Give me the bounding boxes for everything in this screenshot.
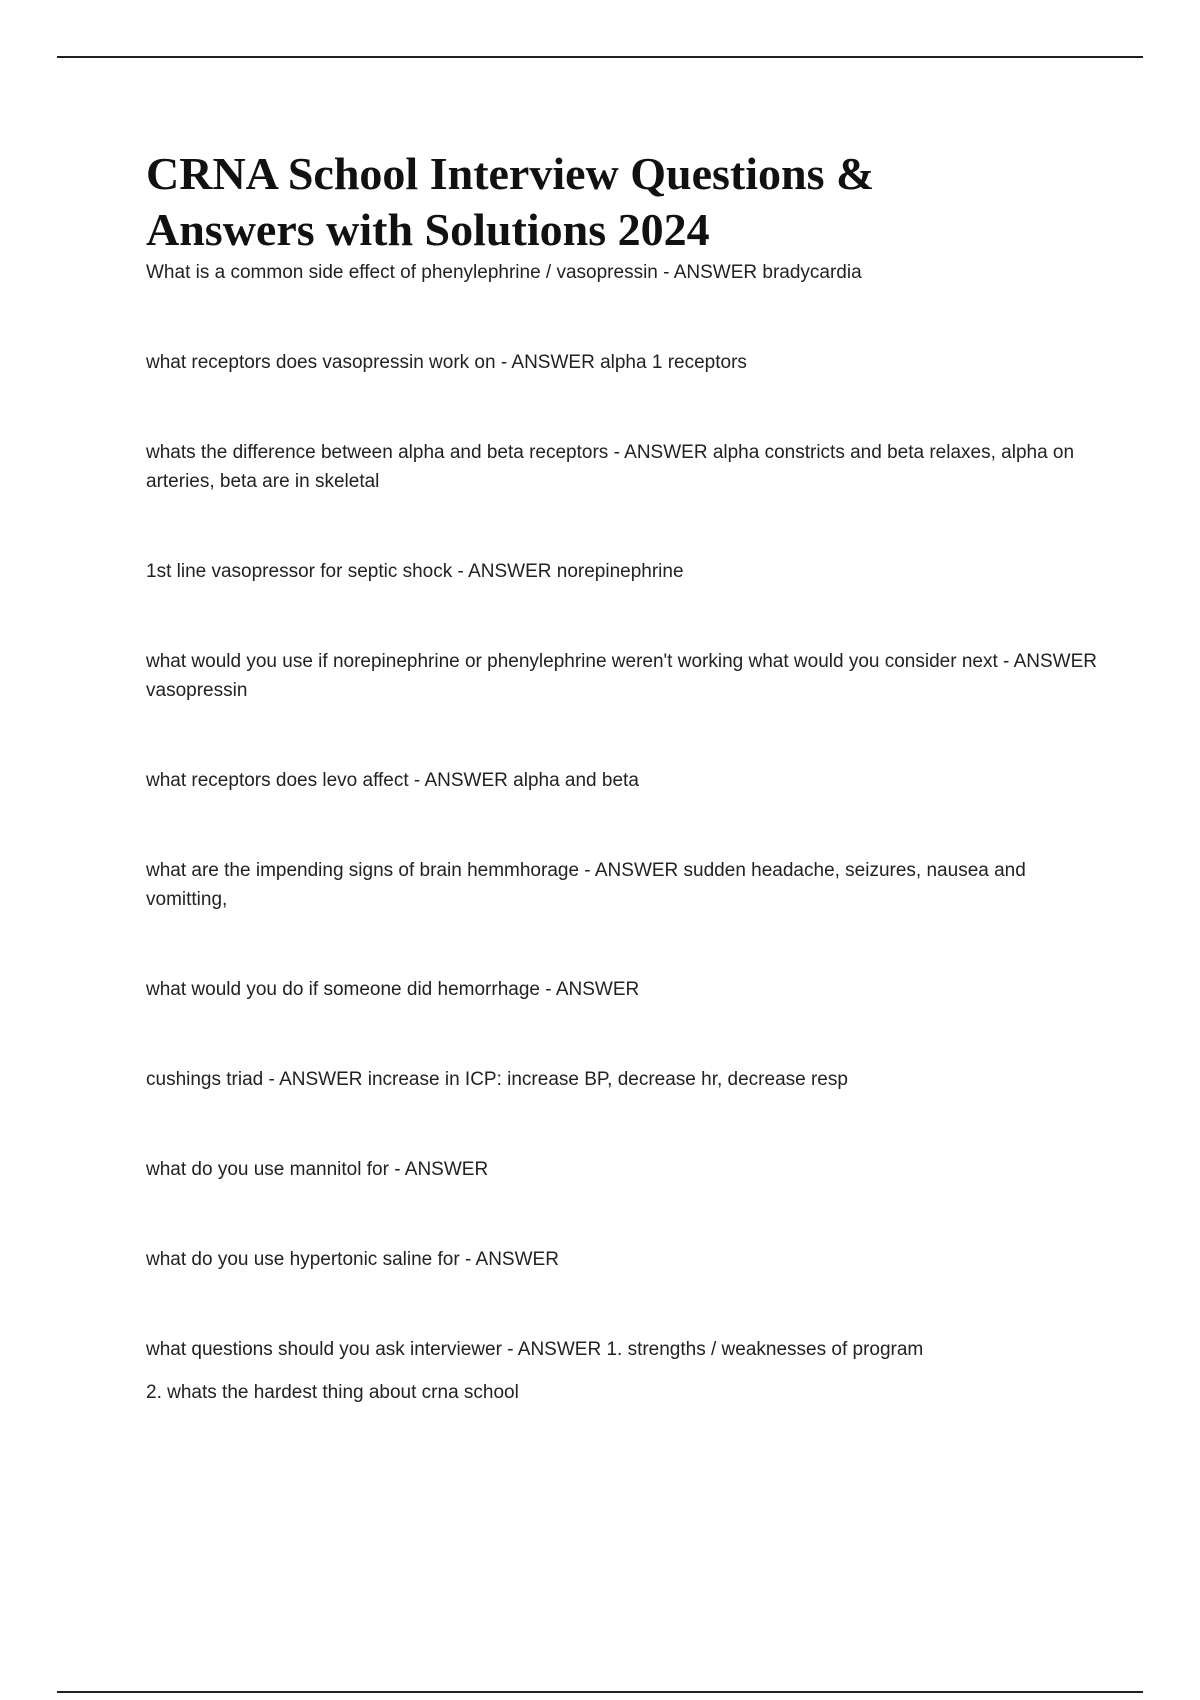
- qa-item: [146, 647, 1106, 705]
- qa-item: [146, 975, 1106, 1004]
- answer-text: ANSWER alpha constricts and beta relaxes, alpha on arteries, beta are in skeletal: [146, 442, 1075, 492]
- answer-text: ANSWER: [555, 979, 640, 1000]
- answer-text: ANSWER norepinephrine: [468, 561, 684, 582]
- question-text: what do you use mannitol for -: [146, 1159, 405, 1180]
- title-line-2: Answers with Solutions 2024: [146, 204, 710, 255]
- question-text: what are the impending signs of brain hemmhorage -: [146, 860, 595, 881]
- qa-item: [146, 1335, 1106, 1364]
- qa-list: [146, 258, 1106, 1407]
- qa-item: [146, 1245, 1106, 1274]
- answer-text: ANSWER increase in ICP: increase BP, decrease hr, decrease resp: [279, 1069, 848, 1090]
- continuation-line: 2. whats the hardest thing about crna school: [146, 1382, 519, 1403]
- bottom-rule: [57, 1691, 1143, 1693]
- document-title: [146, 146, 1106, 258]
- top-rule: [57, 56, 1143, 58]
- answer-text: ANSWER sudden headache, seizures, nausea and vomitting,: [146, 860, 1026, 910]
- answer-text: ANSWER: [404, 1159, 489, 1180]
- title-line-1: CRNA School Interview Questions &: [146, 148, 875, 199]
- document-page: [146, 146, 1106, 1407]
- question-text: what do you use hypertonic saline for -: [146, 1249, 476, 1270]
- question-text: What is a common side effect of phenylephrine / vasopressin -: [146, 262, 674, 283]
- qa-item: [146, 856, 1106, 914]
- question-text: what questions should you ask interviewer -: [146, 1339, 518, 1360]
- answer-text: ANSWER bradycardia: [673, 262, 862, 283]
- question-text: whats the difference between alpha and beta receptors -: [146, 442, 624, 463]
- question-text: cushings triad -: [146, 1069, 279, 1090]
- answer-text: ANSWER 1. strengths / weaknesses of program: [517, 1339, 924, 1360]
- question-text: what receptors does vasopressin work on -: [146, 352, 511, 373]
- qa-item: [146, 438, 1106, 496]
- answer-text: ANSWER: [475, 1249, 559, 1270]
- answer-text: ANSWER alpha 1 receptors: [511, 352, 747, 373]
- qa-item: [146, 557, 1106, 586]
- qa-item: [146, 1065, 1106, 1094]
- answer-text: ANSWER alpha and beta: [424, 770, 639, 791]
- question-text: 1st line vasopressor for septic shock -: [146, 561, 468, 582]
- qa-item: [146, 348, 1106, 377]
- question-text: what receptors does levo affect -: [146, 770, 424, 791]
- qa-item: [146, 258, 1106, 287]
- question-text: what would you use if norepinephrine or phenylephrine weren't working what would you consider next -: [146, 651, 1014, 672]
- question-text: what would you do if someone did hemorrhage -: [146, 979, 556, 1000]
- qa-item: [146, 1155, 1106, 1184]
- answer-text: ANSWER vasopressin: [146, 651, 1097, 701]
- qa-item: [146, 766, 1106, 795]
